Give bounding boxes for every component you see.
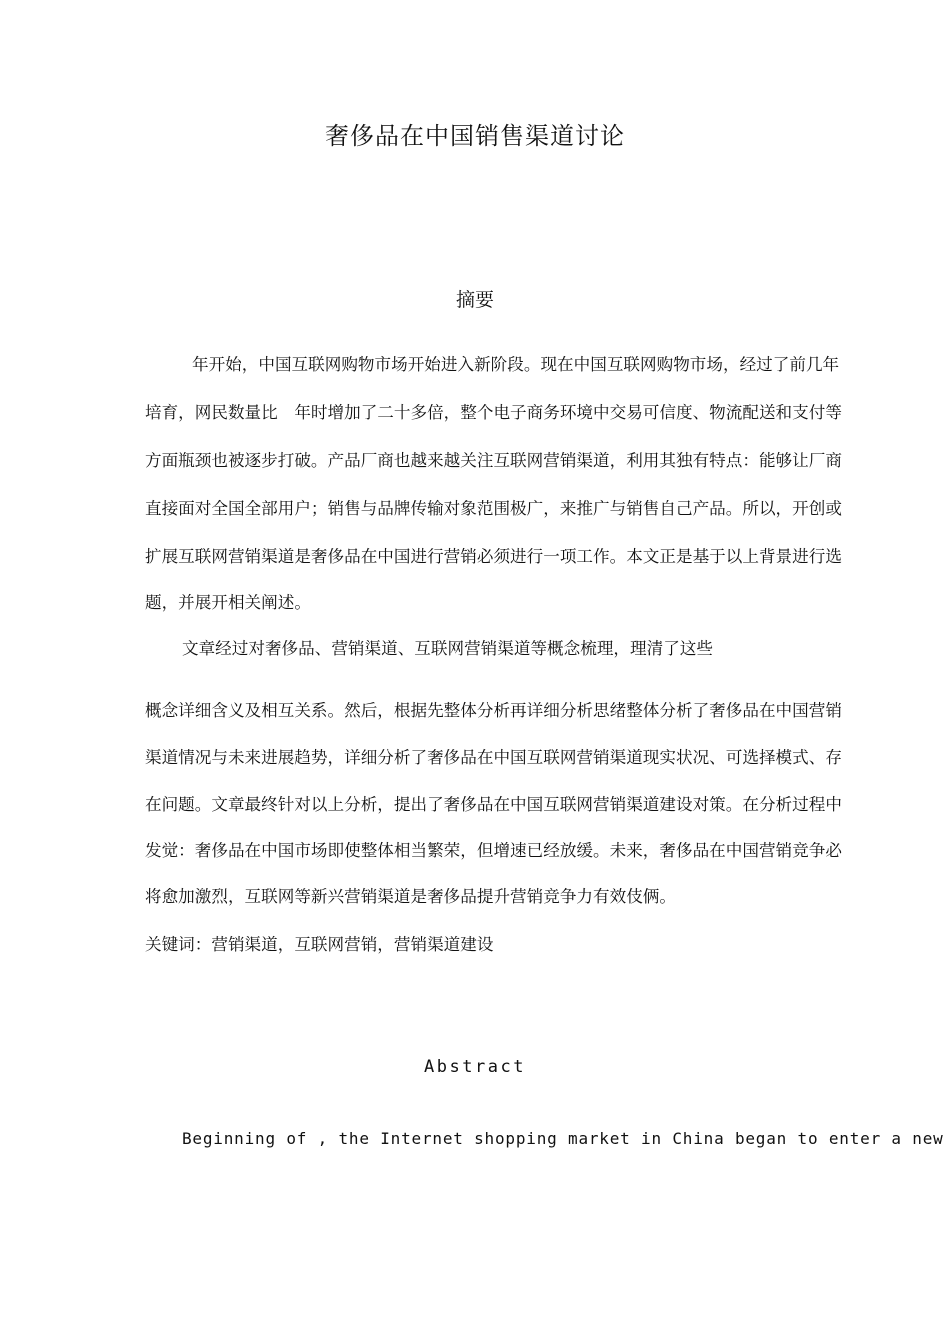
abstract-en-heading: Abstract — [424, 1057, 526, 1077]
paragraph-line: 发觉：奢侈品在中国市场即使整体相当繁荣，但增速已经放缓。未来，奢侈品在中国营销竞争必 — [145, 841, 842, 860]
abstract-cn-heading: 摘要 — [455, 289, 494, 311]
paragraph-line: 方面瓶颈也被逐步打破。产品厂商也越来越关注互联网营销渠道，利用其独有特点：能够让厂商 — [145, 451, 842, 470]
paragraph-line: 扩展互联网营销渠道是奢侈品在中国进行营销必须进行一项工作。本文正是基于以上背景进行选 — [145, 547, 842, 566]
paragraph-line: 渠道情况与未来进展趋势，详细分析了奢侈品在中国互联网营销渠道现实状况、可选择模式、存 — [145, 748, 842, 767]
paragraph-line: 直接面对全国全部用户；销售与品牌传输对象范围极广，来推广与销售自己产品。所以，开创或 — [145, 499, 842, 518]
paragraph-line: 在问题。文章最终针对以上分析，提出了奢侈品在中国互联网营销渠道建设对策。在分析过程中 — [145, 795, 842, 814]
paragraph-line: Beginning of , the Internet shopping market in China began to enter a new — [182, 1129, 944, 1148]
paragraph-line: 培育，网民数量比 年时增加了二十多倍，整个电子商务环境中交易可信度、物流配送和支付等 — [145, 403, 842, 422]
paragraph-line: 概念详细含义及相互关系。然后，根据先整体分析再详细分析思绪整体分析了奢侈品在中国营销 — [145, 701, 842, 720]
document-title: 奢侈品在中国销售渠道讨论 — [325, 122, 625, 150]
paragraph-line: 年开始，中国互联网购物市场开始进入新阶段。现在中国互联网购物市场，经过了前几年 — [192, 355, 840, 374]
paragraph-line: 文章经过对奢侈品、营销渠道、互联网营销渠道等概念梳理，理清了这些 — [182, 639, 713, 658]
keywords-line: 关键词：营销渠道，互联网营销，营销渠道建设 — [145, 935, 494, 954]
paragraph-line: 将愈加激烈，互联网等新兴营销渠道是奢侈品提升营销竞争力有效伎俩。 — [145, 887, 676, 906]
paragraph-line: 题，并展开相关阐述。 — [145, 593, 311, 612]
